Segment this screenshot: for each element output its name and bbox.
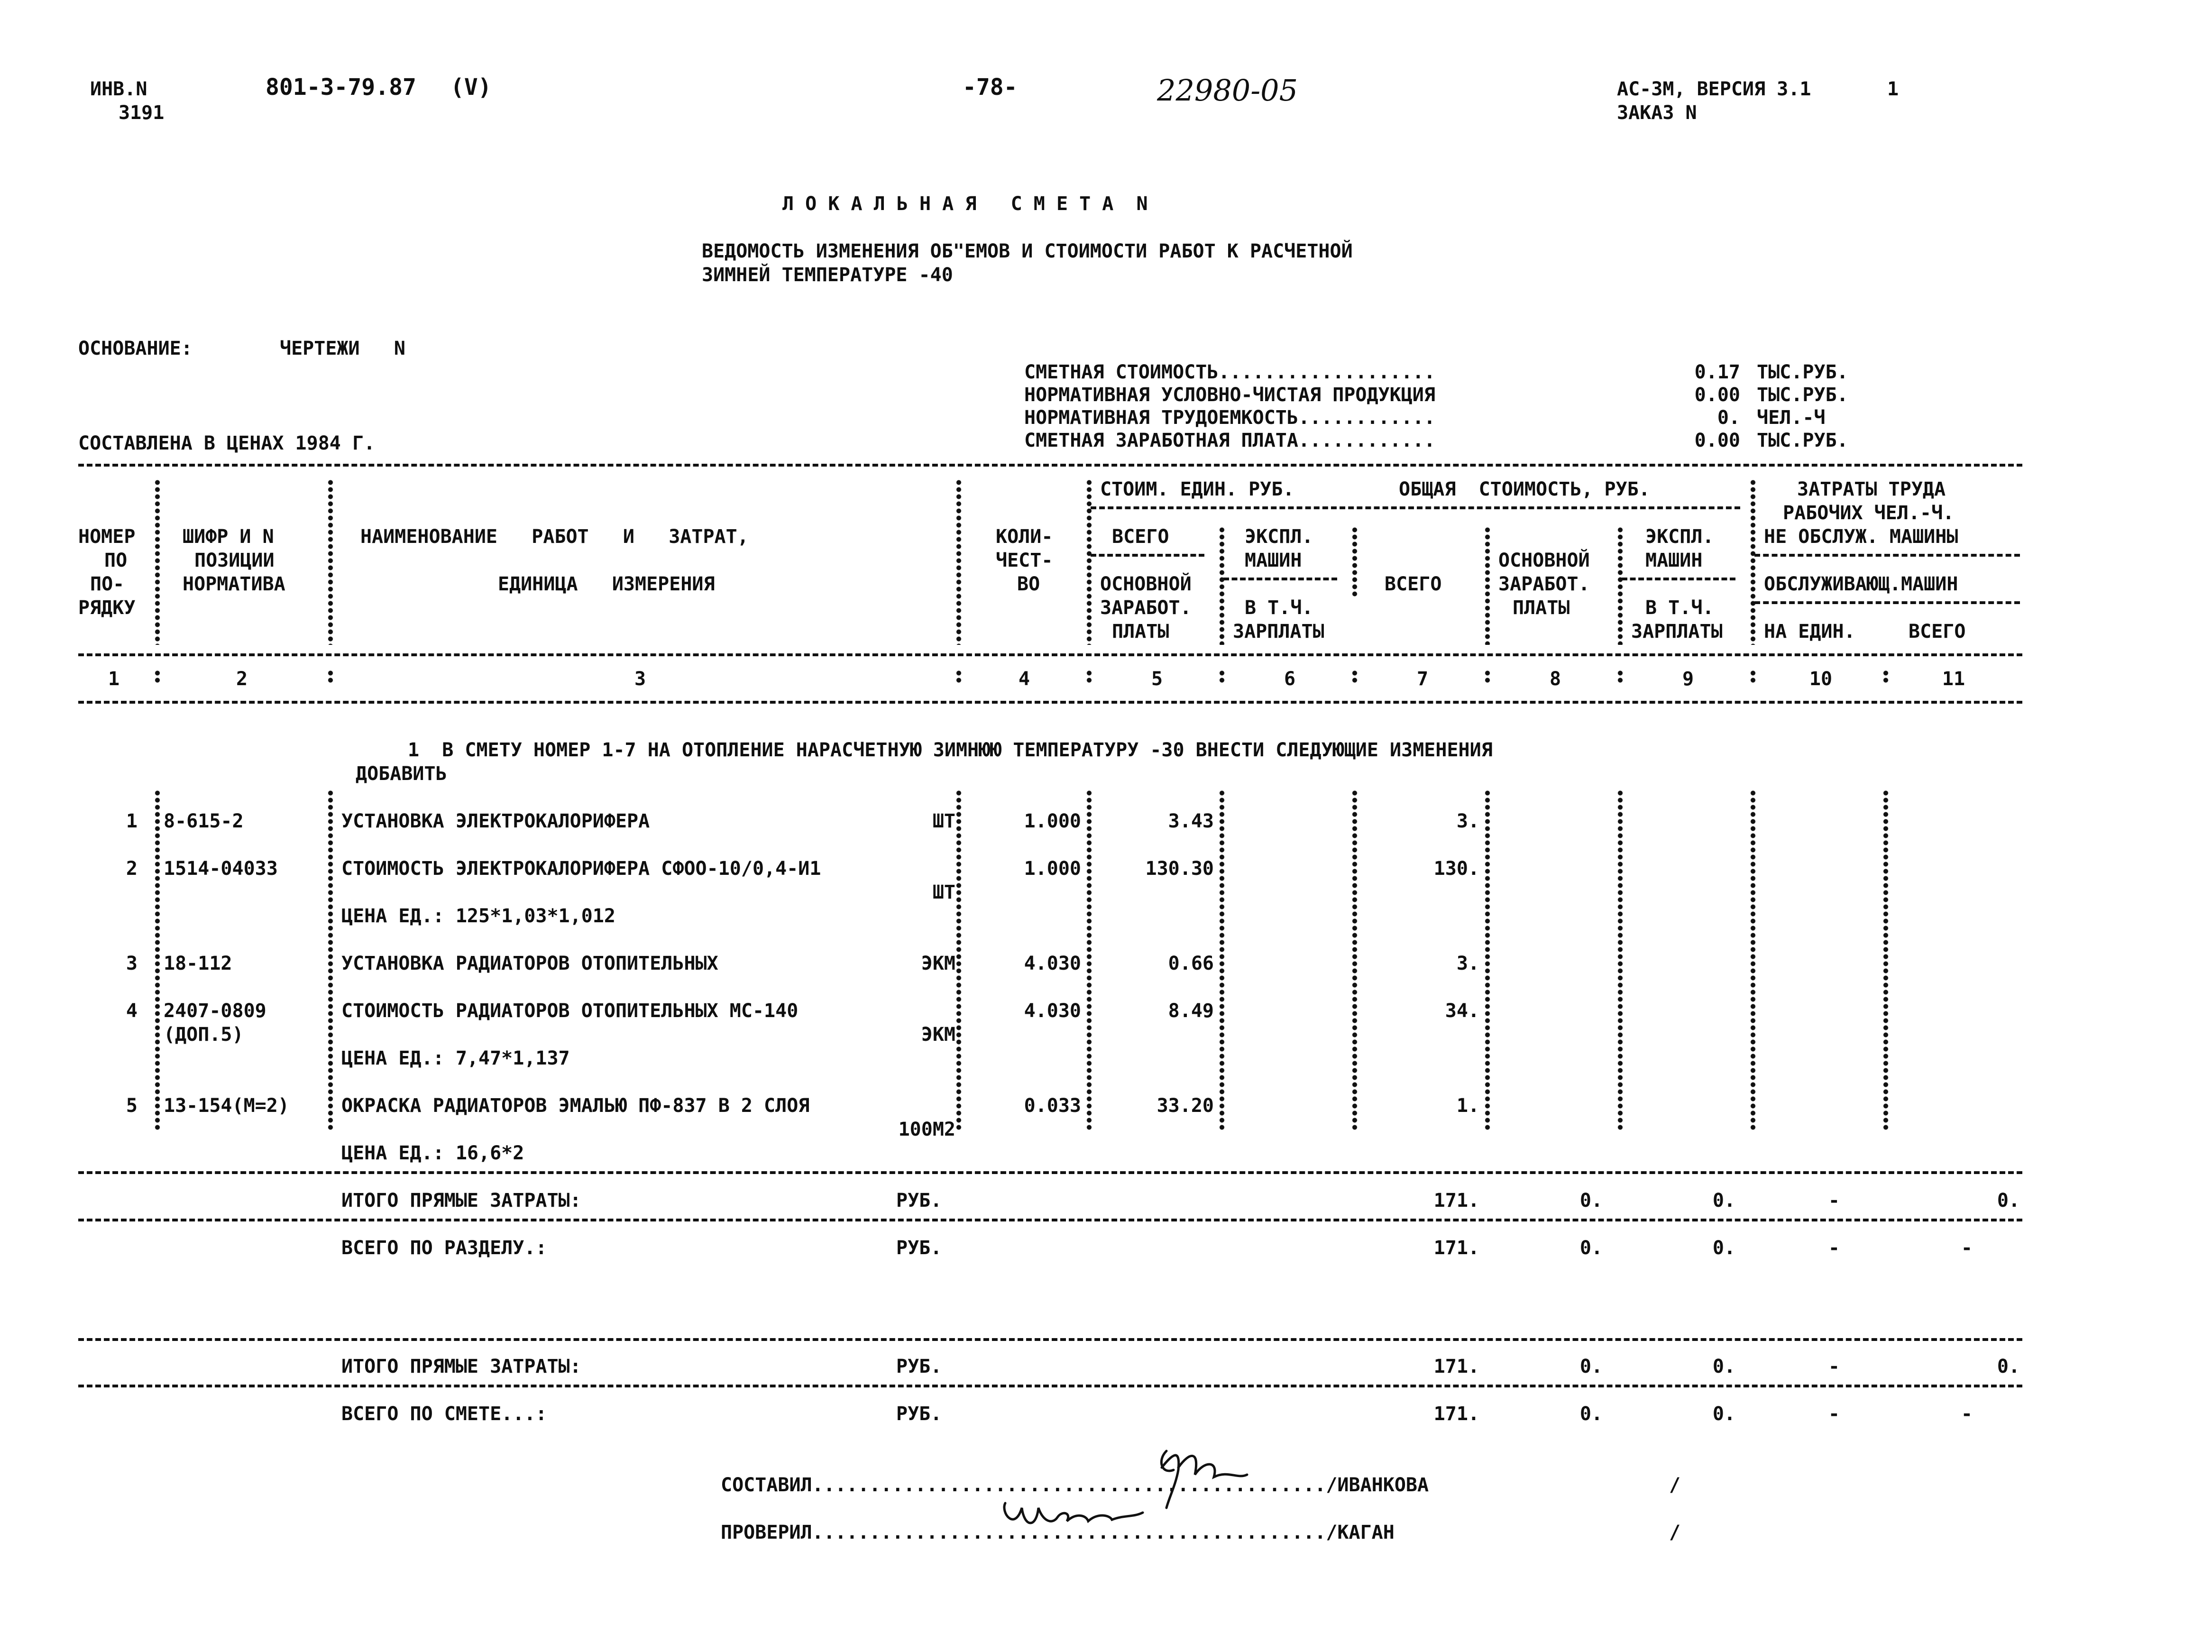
- col-separator: [1484, 670, 1491, 684]
- row-code: 1514-04033: [164, 858, 278, 880]
- totals-rule: [78, 1171, 2022, 1174]
- totals-rule: [78, 1219, 2022, 1221]
- column-number: 7: [1416, 668, 1429, 690]
- header-bottom-rule: [78, 701, 2022, 704]
- row-total: 34.: [1445, 1000, 1479, 1022]
- col9-header: В Т.Ч.: [1645, 597, 1714, 619]
- group-rule: [1091, 506, 1740, 509]
- col6-header: МАШИН: [1245, 550, 1302, 571]
- row-unit: 100М2: [898, 1119, 955, 1140]
- row-total: 1.: [1456, 1095, 1479, 1117]
- column-number: 2: [236, 668, 248, 690]
- compiled-by-end: /: [1669, 1474, 1681, 1496]
- col-separator: [1086, 789, 1092, 1131]
- summary-unit: ЧЕЛ.-Ч: [1757, 407, 1826, 429]
- totals-total: 171.: [1433, 1356, 1479, 1377]
- totals-col10: -: [1828, 1190, 1840, 1211]
- row-unit-cost: 0.66: [1168, 953, 1214, 974]
- col9-header: ЗАРПЛАТЫ: [1631, 621, 1723, 642]
- software-version: АС-3М, ВЕРСИЯ 3.1: [1617, 78, 1811, 100]
- summary-value: 0.17: [1694, 361, 1740, 383]
- column-number: 6: [1284, 668, 1296, 690]
- summary-value: 0.00: [1694, 384, 1740, 406]
- col6-header: В Т.Ч.: [1245, 597, 1313, 619]
- row-unit: ЭКМ: [921, 1024, 955, 1046]
- col4-header: КОЛИ-: [996, 526, 1053, 548]
- checked-by: ПРОВЕРИЛ............................................./КАГАН: [721, 1522, 1395, 1543]
- signature-kagan: [996, 1494, 1147, 1536]
- col-separator: [1617, 789, 1624, 1131]
- row-number: 1: [126, 810, 138, 832]
- total-cost-group-header: ОБЩАЯ СТОИМОСТЬ, РУБ.: [1399, 478, 1650, 500]
- signature-ivankova: [1147, 1441, 1261, 1513]
- summary-label: СМЕТНАЯ ЗАРАБОТНАЯ ПЛАТА............: [1024, 430, 1435, 451]
- col-separator: [327, 670, 334, 684]
- col9-header: МАШИН: [1645, 550, 1703, 571]
- column-number: 10: [1809, 668, 1833, 690]
- row-qty: 0.033: [1024, 1095, 1081, 1117]
- row-unit-cost: 3.43: [1168, 810, 1214, 832]
- column-number: 8: [1549, 668, 1561, 690]
- totals-currency: РУБ.: [896, 1403, 942, 1425]
- col-separator: [1219, 670, 1225, 684]
- compiled-by: СОСТАВИЛ............................................./ИВАНКОВА: [721, 1474, 1429, 1496]
- col4-header: ВО: [1017, 573, 1040, 595]
- totals-rule: [78, 1338, 2022, 1341]
- row-unit-cost: 8.49: [1168, 1000, 1214, 1022]
- totals-col10: -: [1828, 1356, 1840, 1377]
- col9-header: ЭКСПЛ.: [1645, 526, 1714, 548]
- col1-header: ПО-: [90, 573, 125, 595]
- inventory-number: 3191: [119, 102, 165, 124]
- row-price-note: ЦЕНА ЕД.: 125*1,03*1,012: [341, 905, 615, 927]
- totals-col9: 0.: [1712, 1237, 1735, 1259]
- header-mid-rule: [78, 653, 2022, 656]
- totals-col8: 0.: [1579, 1190, 1603, 1211]
- col3-header: ЕДИНИЦА ИЗМЕРЕНИЯ: [498, 573, 715, 595]
- col-separator: [1882, 789, 1889, 1131]
- col-separator: [1484, 526, 1491, 645]
- col5-header: ВСЕГО: [1112, 526, 1169, 548]
- totals-col9: 0.: [1712, 1403, 1735, 1425]
- col5-header: ЗАРАБОТ.: [1100, 597, 1192, 619]
- col6-header: ЗАРПЛАТЫ: [1233, 621, 1324, 642]
- col1-header: НОМЕР: [78, 526, 136, 548]
- totals-label: ИТОГО ПРЯМЫЕ ЗАТРАТЫ:: [341, 1190, 581, 1211]
- totals-col8: 0.: [1579, 1356, 1603, 1377]
- col-separator: [1086, 670, 1092, 684]
- row-name: УСТАНОВКА РАДИАТОРОВ ОТОПИТЕЛЬНЫХ: [341, 953, 718, 974]
- section-action: ДОБАВИТЬ: [356, 763, 447, 785]
- col8-header: ПЛАТЫ: [1513, 597, 1570, 619]
- summary-unit: ТЫС.РУБ.: [1757, 361, 1848, 383]
- col-separator: [327, 789, 334, 1131]
- row-qty: 1.000: [1024, 810, 1081, 832]
- col8-header: ОСНОВНОЙ: [1498, 550, 1590, 571]
- col-separator: [1484, 789, 1491, 1131]
- summary-unit: ТЫС.РУБ.: [1757, 384, 1848, 406]
- totals-col10: -: [1828, 1237, 1840, 1259]
- totals-total: 171.: [1433, 1237, 1479, 1259]
- col-separator: [1617, 670, 1624, 684]
- col-separator: [1882, 670, 1889, 684]
- column-number: 11: [1942, 668, 1965, 690]
- totals-label: ИТОГО ПРЯМЫЕ ЗАТРАТЫ:: [341, 1356, 581, 1377]
- order-label: ЗАКАЗ N: [1617, 102, 1697, 124]
- row-total: 3.: [1456, 953, 1479, 974]
- col2-header: НОРМАТИВА: [183, 573, 285, 595]
- totals-col9: 0.: [1712, 1190, 1735, 1211]
- summary-unit: ТЫС.РУБ.: [1757, 430, 1848, 451]
- labor-not-serving-header: НЕ ОБСЛУЖ. МАШИНЫ: [1764, 526, 1958, 548]
- column-number: 3: [634, 668, 646, 690]
- row-unit: ШТ: [932, 881, 955, 903]
- totals-col9: 0.: [1712, 1356, 1735, 1377]
- col-separator: [1219, 789, 1225, 1131]
- col5-header: ПЛАТЫ: [1112, 621, 1169, 642]
- totals-col11: 0.: [1997, 1190, 2020, 1211]
- row-name: СТОИМОСТЬ РАДИАТОРОВ ОТОПИТЕЛЬНЫХ МС-140: [341, 1000, 799, 1022]
- col2-header: ШИФР И N: [183, 526, 274, 548]
- project-volume: (V): [450, 74, 492, 101]
- totals-total: 171.: [1433, 1403, 1479, 1425]
- totals-currency: РУБ.: [896, 1356, 942, 1377]
- row-code: 18-112: [164, 953, 232, 974]
- col1-header: РЯДКУ: [78, 597, 136, 619]
- row-name: УСТАНОВКА ЭЛЕКТРОКАЛОРИФЕРА: [341, 810, 650, 832]
- row-number: 3: [126, 953, 138, 974]
- row-qty: 4.030: [1024, 1000, 1081, 1022]
- row-unit-cost: 33.20: [1156, 1095, 1214, 1117]
- summary-value: 0.00: [1694, 430, 1740, 451]
- labor-serving-header: ОБСЛУЖИВАЮЩ.МАШИН: [1764, 573, 1958, 595]
- col-separator: [955, 670, 962, 684]
- summary-value: 0.: [1717, 407, 1740, 429]
- inventory-label: ИНВ.N: [90, 78, 147, 100]
- col-separator: [1351, 526, 1358, 597]
- col-separator: [154, 670, 161, 684]
- column-number: 1: [108, 668, 120, 690]
- document-title: Л О К А Л Ь Н А Я С М Е Т А N: [782, 193, 1148, 215]
- row-number: 2: [126, 858, 138, 880]
- row-name: СТОИМОСТЬ ЭЛЕКТРОКАЛОРИФЕРА СФОО-10/0,4-И1: [341, 858, 821, 880]
- col-separator: [1617, 526, 1624, 645]
- totals-total: 171.: [1433, 1190, 1479, 1211]
- col3-header: НАИМЕНОВАНИЕ РАБОТ И ЗАТРАТ,: [360, 526, 749, 548]
- row-price-note: ЦЕНА ЕД.: 7,47*1,137: [341, 1047, 570, 1069]
- col7-header: ВСЕГО: [1385, 573, 1442, 595]
- col-separator: [1351, 670, 1358, 684]
- basis-label: ОСНОВАНИЕ:: [78, 338, 193, 359]
- labor-group-header: ЗАТРАТЫ ТРУДА: [1797, 478, 1946, 500]
- row-code: 13-154(М=2): [164, 1095, 289, 1117]
- col-separator: [1750, 479, 1756, 645]
- labor-rule-1: [1754, 554, 2020, 557]
- prices-note: СОСТАВЛЕНА В ЦЕНАХ 1984 Г.: [78, 432, 376, 454]
- totals-col11: -: [1961, 1237, 1973, 1259]
- basis-value: ЧЕРТЕЖИ N: [280, 338, 405, 359]
- totals-col8: 0.: [1579, 1403, 1603, 1425]
- totals-currency: РУБ.: [896, 1190, 942, 1211]
- document-subtitle-line2: ЗИМНЕЙ ТЕМПЕРАТУРЕ -40: [702, 264, 953, 286]
- row-name: ОКРАСКА РАДИАТОРОВ ЭМАЛЬЮ ПФ-837 В 2 СЛОЯ: [341, 1095, 810, 1117]
- row-number: 4: [126, 1000, 138, 1022]
- col1-header: ПО: [104, 550, 128, 571]
- col5-header: ОСНОВНОЙ: [1100, 573, 1192, 595]
- col2-header: ПОЗИЦИИ: [194, 550, 275, 571]
- row-total: 130.: [1433, 858, 1479, 880]
- row-code: 8-615-2: [164, 810, 244, 832]
- totals-col10: -: [1828, 1403, 1840, 1425]
- col11-header: ВСЕГО: [1909, 621, 1966, 642]
- col-separator: [1750, 670, 1756, 684]
- row-qty: 1.000: [1024, 858, 1081, 880]
- row-code-extra: (ДОП.5): [164, 1024, 244, 1046]
- totals-col8: 0.: [1579, 1237, 1603, 1259]
- row-number: 5: [126, 1095, 138, 1117]
- document-subtitle-line1: ВЕДОМОСТЬ ИЗМЕНЕНИЯ ОБ"ЕМОВ И СТОИМОСТИ РАБОТ К РАСЧЕТНОЙ: [702, 240, 1353, 262]
- col8-header: ЗАРАБОТ.: [1498, 573, 1590, 595]
- col10-header: НА ЕДИН.: [1764, 621, 1855, 642]
- col-separator: [1086, 479, 1092, 645]
- col4-header: ЧЕСТ-: [996, 550, 1053, 571]
- row-total: 3.: [1456, 810, 1479, 832]
- col-separator: [955, 479, 962, 645]
- col-separator: [327, 479, 334, 645]
- totals-label: ВСЕГО ПО РАЗДЕЛУ.:: [341, 1237, 547, 1259]
- col6-rule: [1223, 578, 1337, 580]
- summary-label: НОРМАТИВНАЯ УСЛОВНО-ЧИСТАЯ ПРОДУКЦИЯ: [1024, 384, 1435, 406]
- row-unit: ЭКМ: [921, 953, 955, 974]
- col-separator: [154, 479, 161, 645]
- column-number: 9: [1682, 668, 1694, 690]
- checked-by-end: /: [1669, 1522, 1681, 1543]
- totals-col11: -: [1961, 1403, 1973, 1425]
- col-separator: [1750, 789, 1756, 1131]
- software-page: 1: [1887, 78, 1899, 100]
- header-top-rule: [78, 464, 2022, 467]
- unit-cost-group-header: СТОИМ. ЕДИН. РУБ.: [1100, 478, 1294, 500]
- col6-header: ЭКСПЛ.: [1245, 526, 1313, 548]
- col5-rule: [1091, 554, 1204, 557]
- project-code: 801-3-79.87: [266, 74, 416, 101]
- totals-label: ВСЕГО ПО СМЕТЕ...:: [341, 1403, 547, 1425]
- col-separator: [1219, 526, 1225, 645]
- col-separator: [1351, 789, 1358, 1131]
- totals-currency: РУБ.: [896, 1237, 942, 1259]
- row-unit-cost: 130.30: [1145, 858, 1214, 880]
- col-separator: [154, 789, 161, 1131]
- column-number: 5: [1151, 668, 1163, 690]
- labor-rule-2: [1754, 601, 2020, 604]
- section-title: 1 В СМЕТУ НОМЕР 1-7 НА ОТОПЛЕНИЕ НАРАСЧЕТНУЮ ЗИМНЮЮ ТЕМПЕРАТУРУ -30 ВНЕСТИ СЛЕДУЮЩИЕ ИЗМЕНЕНИЯ: [408, 739, 1493, 761]
- labor-group-header: РАБОЧИХ ЧЕЛ.-Ч.: [1783, 502, 1955, 524]
- page-number: -78-: [963, 74, 1018, 101]
- row-unit: ШТ: [932, 810, 955, 832]
- col-separator: [955, 789, 962, 1131]
- column-number: 4: [1018, 668, 1030, 690]
- totals-rule: [78, 1385, 2022, 1387]
- row-price-note: ЦЕНА ЕД.: 16,6*2: [341, 1142, 524, 1164]
- row-qty: 4.030: [1024, 953, 1081, 974]
- totals-col11: 0.: [1997, 1356, 2020, 1377]
- row-code: 2407-0809: [164, 1000, 266, 1022]
- handwritten-code: 22980-05: [1157, 73, 1298, 108]
- summary-label: НОРМАТИВНАЯ ТРУДОЕМКОСТЬ............: [1024, 407, 1435, 429]
- summary-label: СМЕТНАЯ СТОИМОСТЬ...................: [1024, 361, 1435, 383]
- col9-rule: [1622, 578, 1735, 580]
